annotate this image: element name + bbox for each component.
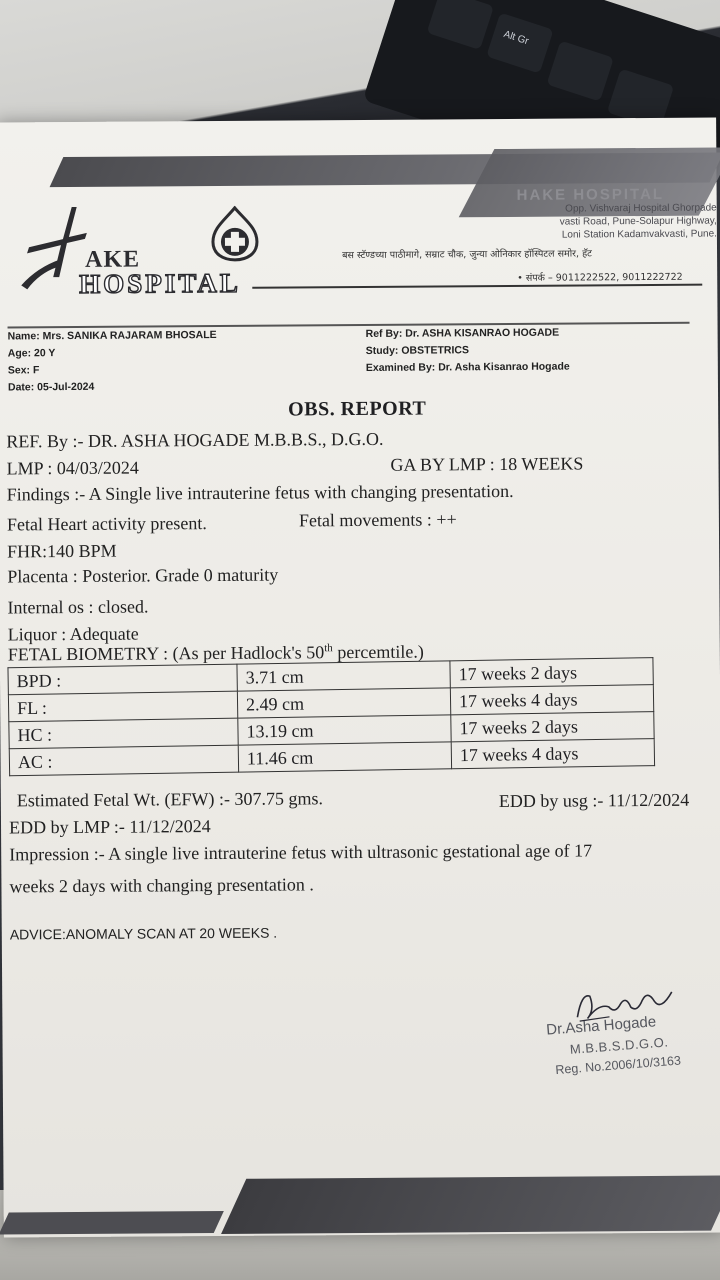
ref-line: REF. By :- DR. ASHA HOGADE M.B.B.S., D.G.O. xyxy=(6,428,384,452)
doctor-registration: Reg. No.2006/10/3163 xyxy=(554,1053,682,1078)
doctor-name: Dr.Asha Hogade xyxy=(545,1013,657,1039)
placenta: Placenta : Posterior. Grade 0 maturity xyxy=(7,564,279,587)
report-title: OBS. REPORT xyxy=(288,397,427,421)
doctor-degree: M.B.B.S.D.G.O. xyxy=(569,1034,669,1057)
header-divider xyxy=(252,284,702,289)
biometry-table xyxy=(7,657,655,776)
signature-block xyxy=(543,977,720,1110)
fhr: FHR:140 BPM xyxy=(7,540,117,562)
table-cell-param: FL : xyxy=(8,691,237,722)
patient-sex: Sex: F xyxy=(7,364,40,377)
findings: Findings :- A Single live intrauterine fetus with changing presentation. xyxy=(6,480,514,505)
referral-info xyxy=(366,325,570,377)
patient-age: Age: 20 Y xyxy=(7,347,56,360)
keyboard-key-altgr: Alt Gr xyxy=(486,13,553,74)
table-cell-param: HC : xyxy=(9,718,238,749)
keyboard-key xyxy=(427,0,494,50)
address-line: Loni Station Kadamvakvasti, Pune. xyxy=(561,228,717,241)
biometry-heading-text: FETAL BIOMETRY : (As per Hadlock's 50 xyxy=(7,642,325,665)
footer-band-left xyxy=(0,1211,224,1235)
hospital-watermark: HAKE HOSPITAL xyxy=(516,185,665,204)
table-cell-ga: 17 weeks 4 days xyxy=(451,739,654,769)
report-paper xyxy=(0,118,720,1238)
address-line: vasti Road, Pune-Solapur Highway, xyxy=(559,215,717,228)
ref-by: Ref By: Dr. ASHA KISANRAO HOGADE xyxy=(365,326,560,340)
medical-cross-icon xyxy=(207,206,263,262)
table-cell-value: 11.46 cm xyxy=(238,742,451,772)
lmp: LMP : 04/03/2024 xyxy=(6,457,139,479)
biometry-heading-tail: percemtile.) xyxy=(332,641,424,663)
table-cell-param: AC : xyxy=(9,745,238,776)
table-cell-value: 3.71 cm xyxy=(237,661,450,691)
hospital-name-line1: AKE xyxy=(84,246,141,273)
hospital-phone: • संपर्क – 9011222522, 9011222722 xyxy=(517,271,683,284)
hospital-name-line2: HOSPITAL xyxy=(79,267,241,299)
ga-by-lmp: GA BY LMP : 18 WEEKS xyxy=(390,453,584,475)
advice: ADVICE:ANOMALY SCAN AT 20 WEEKS . xyxy=(9,924,278,943)
address-line: Opp. Vishvaraj Hospital Ghorpade xyxy=(565,202,717,215)
patient-name: Name: Mrs. SANIKA RAJARAM BHOSALE xyxy=(7,328,217,343)
fetal-movements: Fetal movements : ++ xyxy=(298,509,457,531)
impression-line1: Impression :- A single live intrauterine fetus with ultrasonic gestational age of 17 xyxy=(9,840,593,865)
fetal-heart: Fetal Heart activity present. xyxy=(6,513,207,535)
keyboard-key xyxy=(546,41,613,102)
liquor: Liquor : Adequate xyxy=(7,623,139,645)
logo-figure-icon xyxy=(17,207,88,297)
table-cell-ga: 17 weeks 2 days xyxy=(450,658,653,688)
biometry-heading-sup: th xyxy=(324,642,333,655)
examined-by: Examined By: Dr. Asha Kisanrao Hogade xyxy=(365,360,570,374)
table-cell-value: 2.49 cm xyxy=(237,688,450,718)
footer-band xyxy=(221,1175,720,1234)
report-date: Date: 05-Jul-2024 xyxy=(7,380,95,394)
patient-info xyxy=(8,327,218,396)
table-cell-value: 13.19 cm xyxy=(238,715,451,745)
efw: Estimated Fetal Wt. (EFW) :- 307.75 gms. xyxy=(16,788,324,811)
study: Study: OBSTETRICS xyxy=(365,344,470,357)
table-cell-param: BPD : xyxy=(8,664,237,695)
table-cell-ga: 17 weeks 2 days xyxy=(451,712,654,742)
impression-line2: weeks 2 days with changing presentation . xyxy=(9,874,314,897)
internal-os: Internal os : closed. xyxy=(7,596,149,618)
table-cell-ga: 17 weeks 4 days xyxy=(450,685,653,715)
hospital-logo xyxy=(17,206,288,303)
hospital-address xyxy=(437,201,717,242)
edd-usg: EDD by usg :- 11/12/2024 xyxy=(498,789,690,812)
hospital-address-marathi: बस स्टॅण्डच्या पाठीमागे, सम्राट चौक, जुन्या ओनिकार हॉस्पिटल समोर, हॅट xyxy=(342,248,592,262)
edd-lmp: EDD by LMP :- 11/12/2024 xyxy=(8,816,211,838)
